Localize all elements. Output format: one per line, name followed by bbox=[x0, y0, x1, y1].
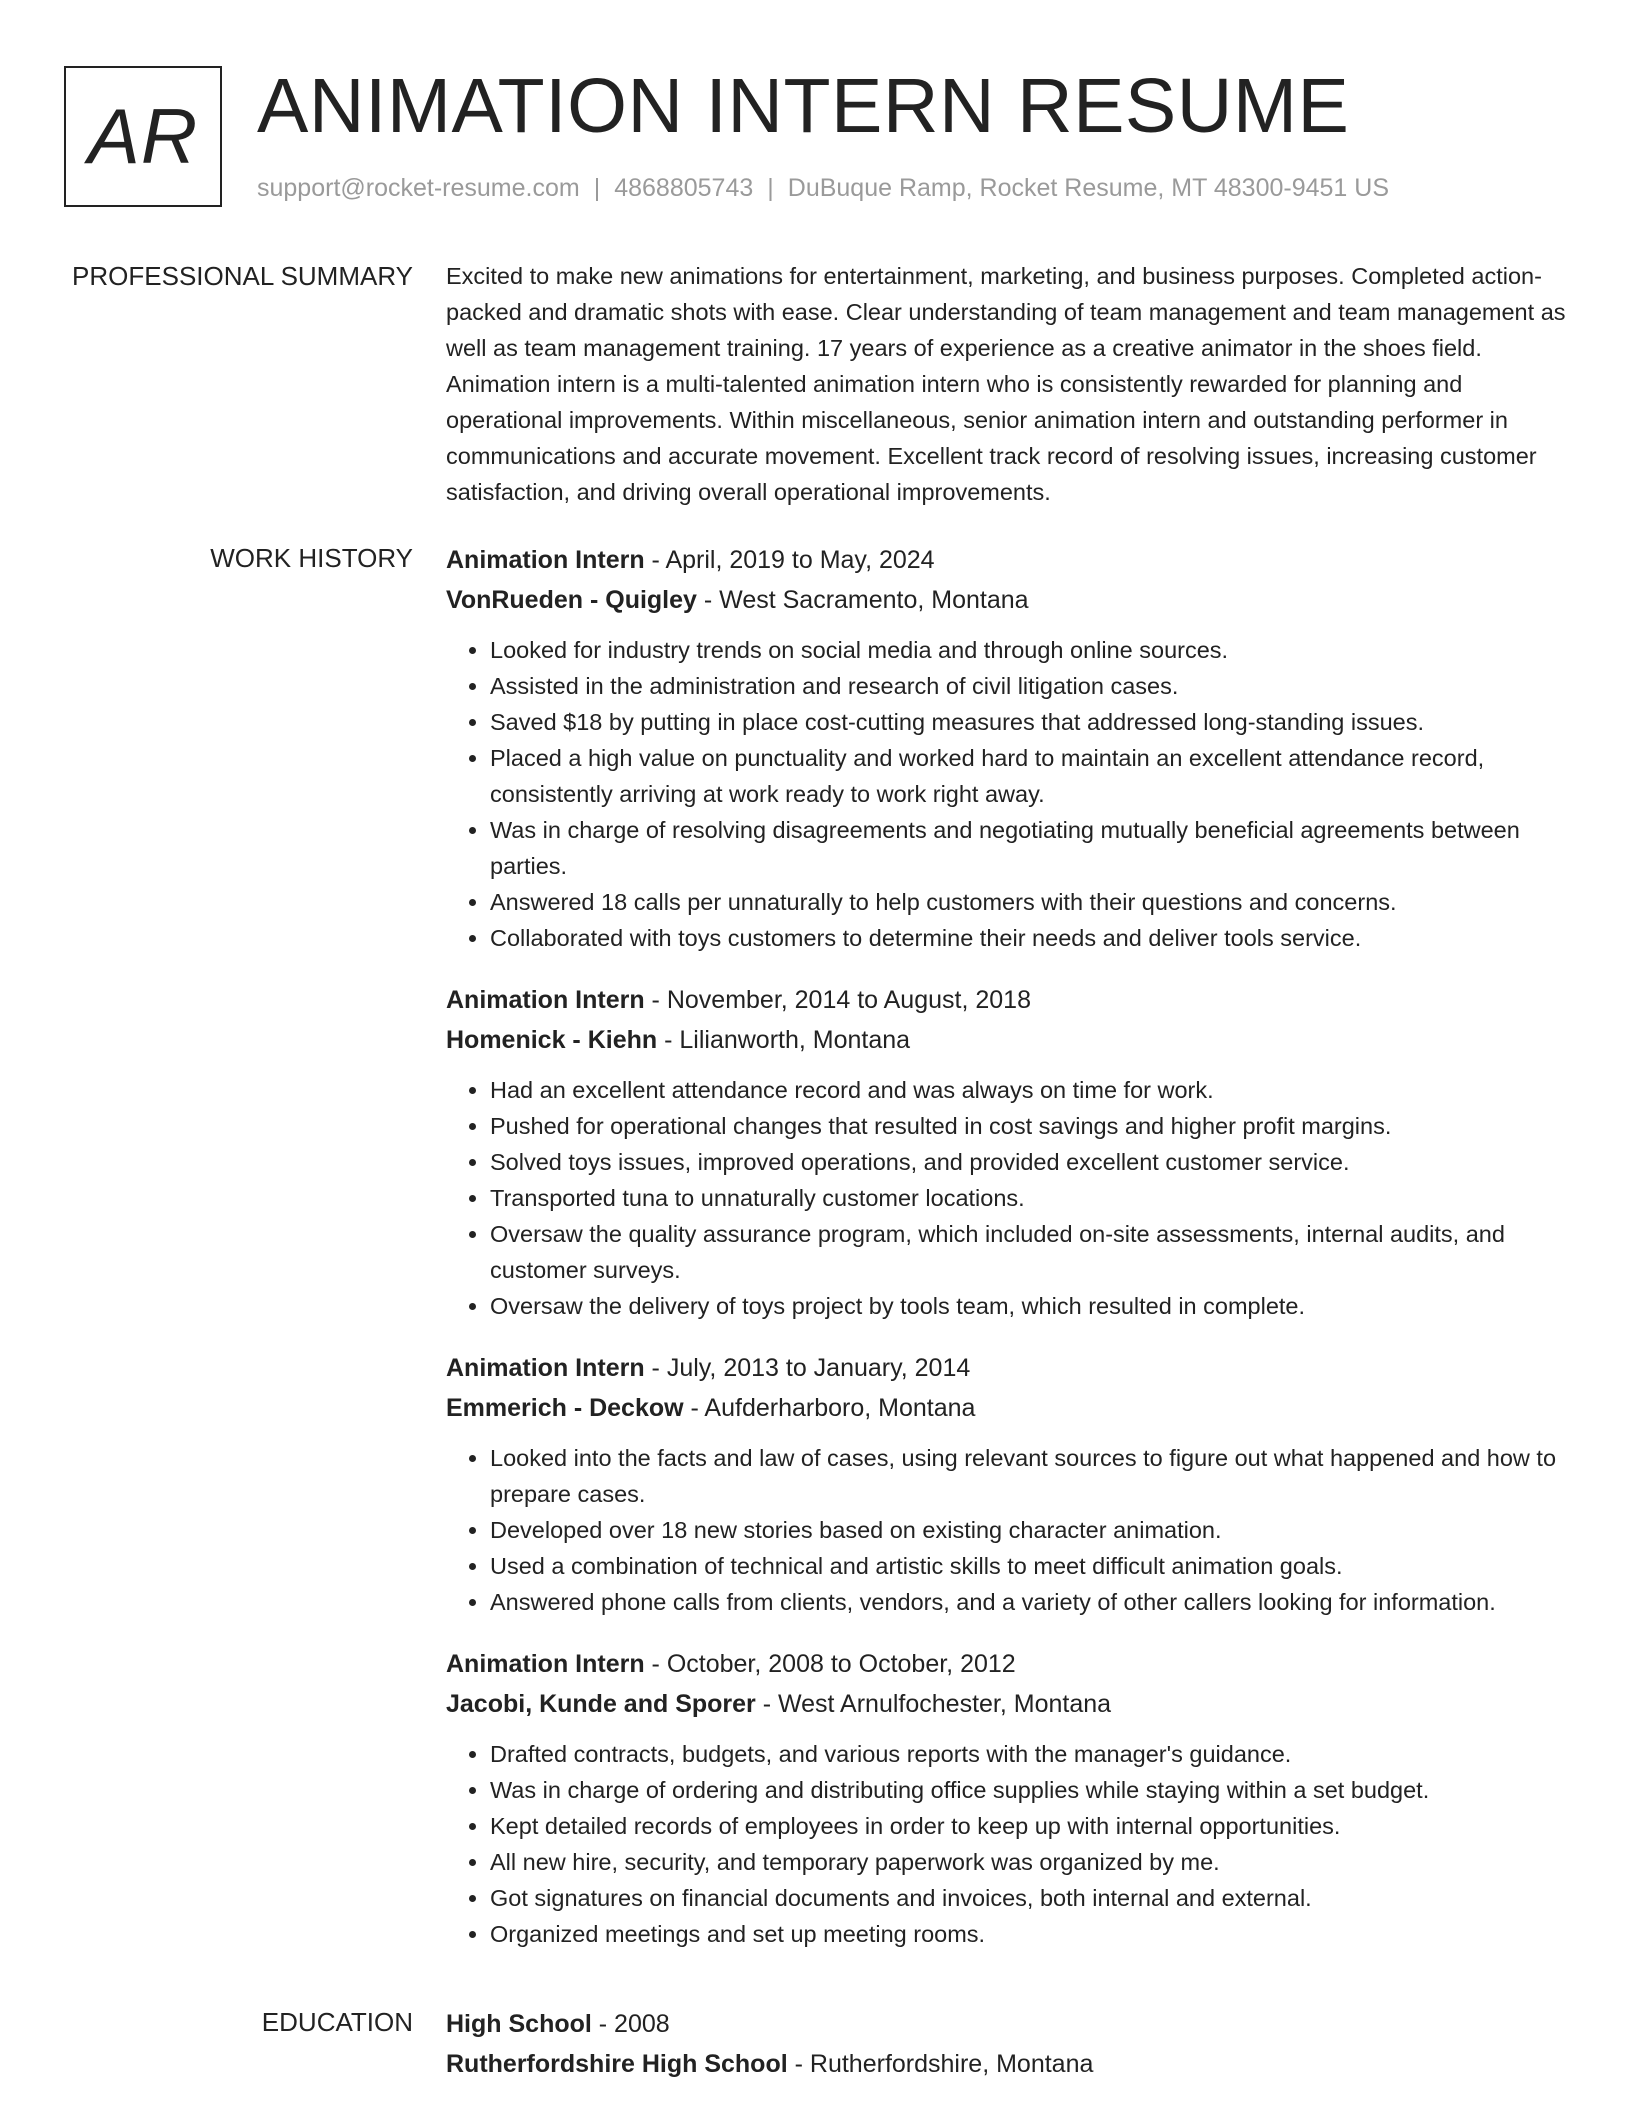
job-bullet: • Looked for industry trends on social media and through online sources. bbox=[490, 632, 1566, 668]
contact-phone: 4868805743 bbox=[614, 174, 754, 202]
job-bullet: • Was in charge of resolving disagreements and negotiating mutually beneficial agreements between parties. bbox=[490, 812, 1566, 884]
job-title-line bbox=[446, 980, 1566, 1020]
job-bullet: • Organized meetings and set up meeting rooms. bbox=[490, 1916, 1566, 1952]
job-entry bbox=[446, 1644, 1566, 1952]
job-bullets bbox=[446, 632, 1566, 956]
job-bullets bbox=[446, 1072, 1566, 1324]
job-dates: - July, 2013 to January, 2014 bbox=[644, 1354, 971, 1382]
job-bullet: • Answered phone calls from clients, vendors, and a variety of other callers looking for information. bbox=[490, 1584, 1566, 1620]
job-role: Animation Intern bbox=[446, 546, 645, 574]
job-entry bbox=[446, 980, 1566, 1324]
job-role: Animation Intern bbox=[446, 1650, 645, 1678]
job-company: Emmerich - Deckow bbox=[446, 1394, 684, 1422]
job-bullet: • Looked into the facts and law of cases, using relevant sources to figure out what happened and how to prepare cases. bbox=[490, 1440, 1566, 1512]
job-bullets bbox=[446, 1440, 1566, 1620]
summary-heading: PROFESSIONAL SUMMARY bbox=[72, 261, 413, 291]
job-bullets bbox=[446, 1736, 1566, 1952]
job-bullet: • Answered 18 calls per unnaturally to help customers with their questions and concerns. bbox=[490, 884, 1566, 920]
job-dates: - November, 2014 to August, 2018 bbox=[644, 986, 1031, 1014]
job-company-line bbox=[446, 1020, 1566, 1060]
job-company: Homenick - Kiehn bbox=[446, 1026, 658, 1054]
job-bullet: • Had an excellent attendance record and was always on time for work. bbox=[490, 1072, 1566, 1108]
work-history-heading: WORK HISTORY bbox=[210, 543, 413, 573]
summary-text: Excited to make new animations for entertainment, marketing, and business purposes. Completed action-packed and dramatic shots with ease. Clear understanding of team management and team management as well as team management training. 17 years of experience as a creative animator in the shoes field. Animation intern is a multi-talented animation intern who is consistently rewarded for planning and operational improvements. Within miscellaneous, senior animation intern and outstanding performer in communications and accurate movement. Excellent track record of resolving issues, increasing customer satisfaction, and driving overall operational improvements. bbox=[446, 263, 1566, 505]
education-degree: High School bbox=[446, 2010, 592, 2038]
job-title-line bbox=[446, 1348, 1566, 1388]
job-company: VonRueden - Quigley bbox=[446, 586, 697, 614]
job-bullet: • Used a combination of technical and artistic skills to meet difficult animation goals. bbox=[490, 1548, 1566, 1584]
job-bullet: • Saved $18 by putting in place cost-cutting measures that addressed long-standing issues. bbox=[490, 704, 1566, 740]
contact-address: DuBuque Ramp, Rocket Resume, MT 48300-9451 US bbox=[787, 174, 1389, 202]
job-bullet: • Oversaw the delivery of toys project by tools team, which resulted in complete. bbox=[490, 1288, 1566, 1324]
education-degree-line bbox=[446, 2004, 1566, 2044]
job-company-line bbox=[446, 1388, 1566, 1428]
job-bullet: • Developed over 18 new stories based on existing character animation. bbox=[490, 1512, 1566, 1548]
page-title: ANIMATION INTERN RESUME bbox=[257, 63, 1350, 149]
job-bullet: • Got signatures on financial documents and invoices, both internal and external. bbox=[490, 1880, 1566, 1916]
job-company: Jacobi, Kunde and Sporer bbox=[446, 1690, 756, 1718]
contact-line bbox=[257, 174, 1389, 203]
job-bullet: • Pushed for operational changes that resulted in cost savings and higher profit margins. bbox=[490, 1108, 1566, 1144]
education-school-line bbox=[446, 2044, 1566, 2084]
job-dates: - April, 2019 to May, 2024 bbox=[644, 546, 935, 574]
job-bullet: • Transported tuna to unnaturally customer locations. bbox=[490, 1180, 1566, 1216]
job-bullet: • Was in charge of ordering and distributing office supplies while staying within a set budget. bbox=[490, 1772, 1566, 1808]
job-company-line bbox=[446, 1684, 1566, 1724]
education-year: - 2008 bbox=[591, 2010, 670, 2038]
job-role: Animation Intern bbox=[446, 986, 645, 1014]
job-bullet: • Assisted in the administration and research of civil litigation cases. bbox=[490, 668, 1566, 704]
job-bullet: • Solved toys issues, improved operations, and provided excellent customer service. bbox=[490, 1144, 1566, 1180]
job-bullet: • Oversaw the quality assurance program, which included on-site assessments, internal audits, and customer surveys. bbox=[490, 1216, 1566, 1288]
contact-email: support@rocket-resume.com bbox=[257, 174, 580, 202]
job-role: Animation Intern bbox=[446, 1354, 645, 1382]
job-bullet: • Collaborated with toys customers to determine their needs and deliver tools service. bbox=[490, 920, 1566, 956]
education-location: - Rutherfordshire, Montana bbox=[787, 2050, 1094, 2078]
job-company-line bbox=[446, 580, 1566, 620]
job-entry bbox=[446, 540, 1566, 956]
job-location: - West Arnulfochester, Montana bbox=[755, 1690, 1112, 1718]
job-location: - Aufderharboro, Montana bbox=[683, 1394, 976, 1422]
education-school: Rutherfordshire High School bbox=[446, 2050, 788, 2078]
education-heading: EDUCATION bbox=[261, 2007, 413, 2037]
job-bullet: • Kept detailed records of employees in order to keep up with internal opportunities. bbox=[490, 1808, 1566, 1844]
job-dates: - October, 2008 to October, 2012 bbox=[644, 1650, 1016, 1678]
job-bullet: • All new hire, security, and temporary paperwork was organized by me. bbox=[490, 1844, 1566, 1880]
job-location: - Lilianworth, Montana bbox=[657, 1026, 911, 1054]
resume-header bbox=[64, 63, 1592, 211]
job-bullet: • Drafted contracts, budgets, and various reports with the manager's guidance. bbox=[490, 1736, 1566, 1772]
job-bullet: • Placed a high value on punctuality and worked hard to maintain an excellent attendance record, consistently arriving at work ready to work right away. bbox=[490, 740, 1566, 812]
job-location: - West Sacramento, Montana bbox=[696, 586, 1029, 614]
contact-separator: | bbox=[593, 174, 601, 202]
job-title-line bbox=[446, 1644, 1566, 1684]
job-title-line bbox=[446, 540, 1566, 580]
monogram-logo: AR bbox=[64, 66, 222, 207]
contact-separator: | bbox=[767, 174, 774, 202]
job-entry bbox=[446, 1348, 1566, 1620]
